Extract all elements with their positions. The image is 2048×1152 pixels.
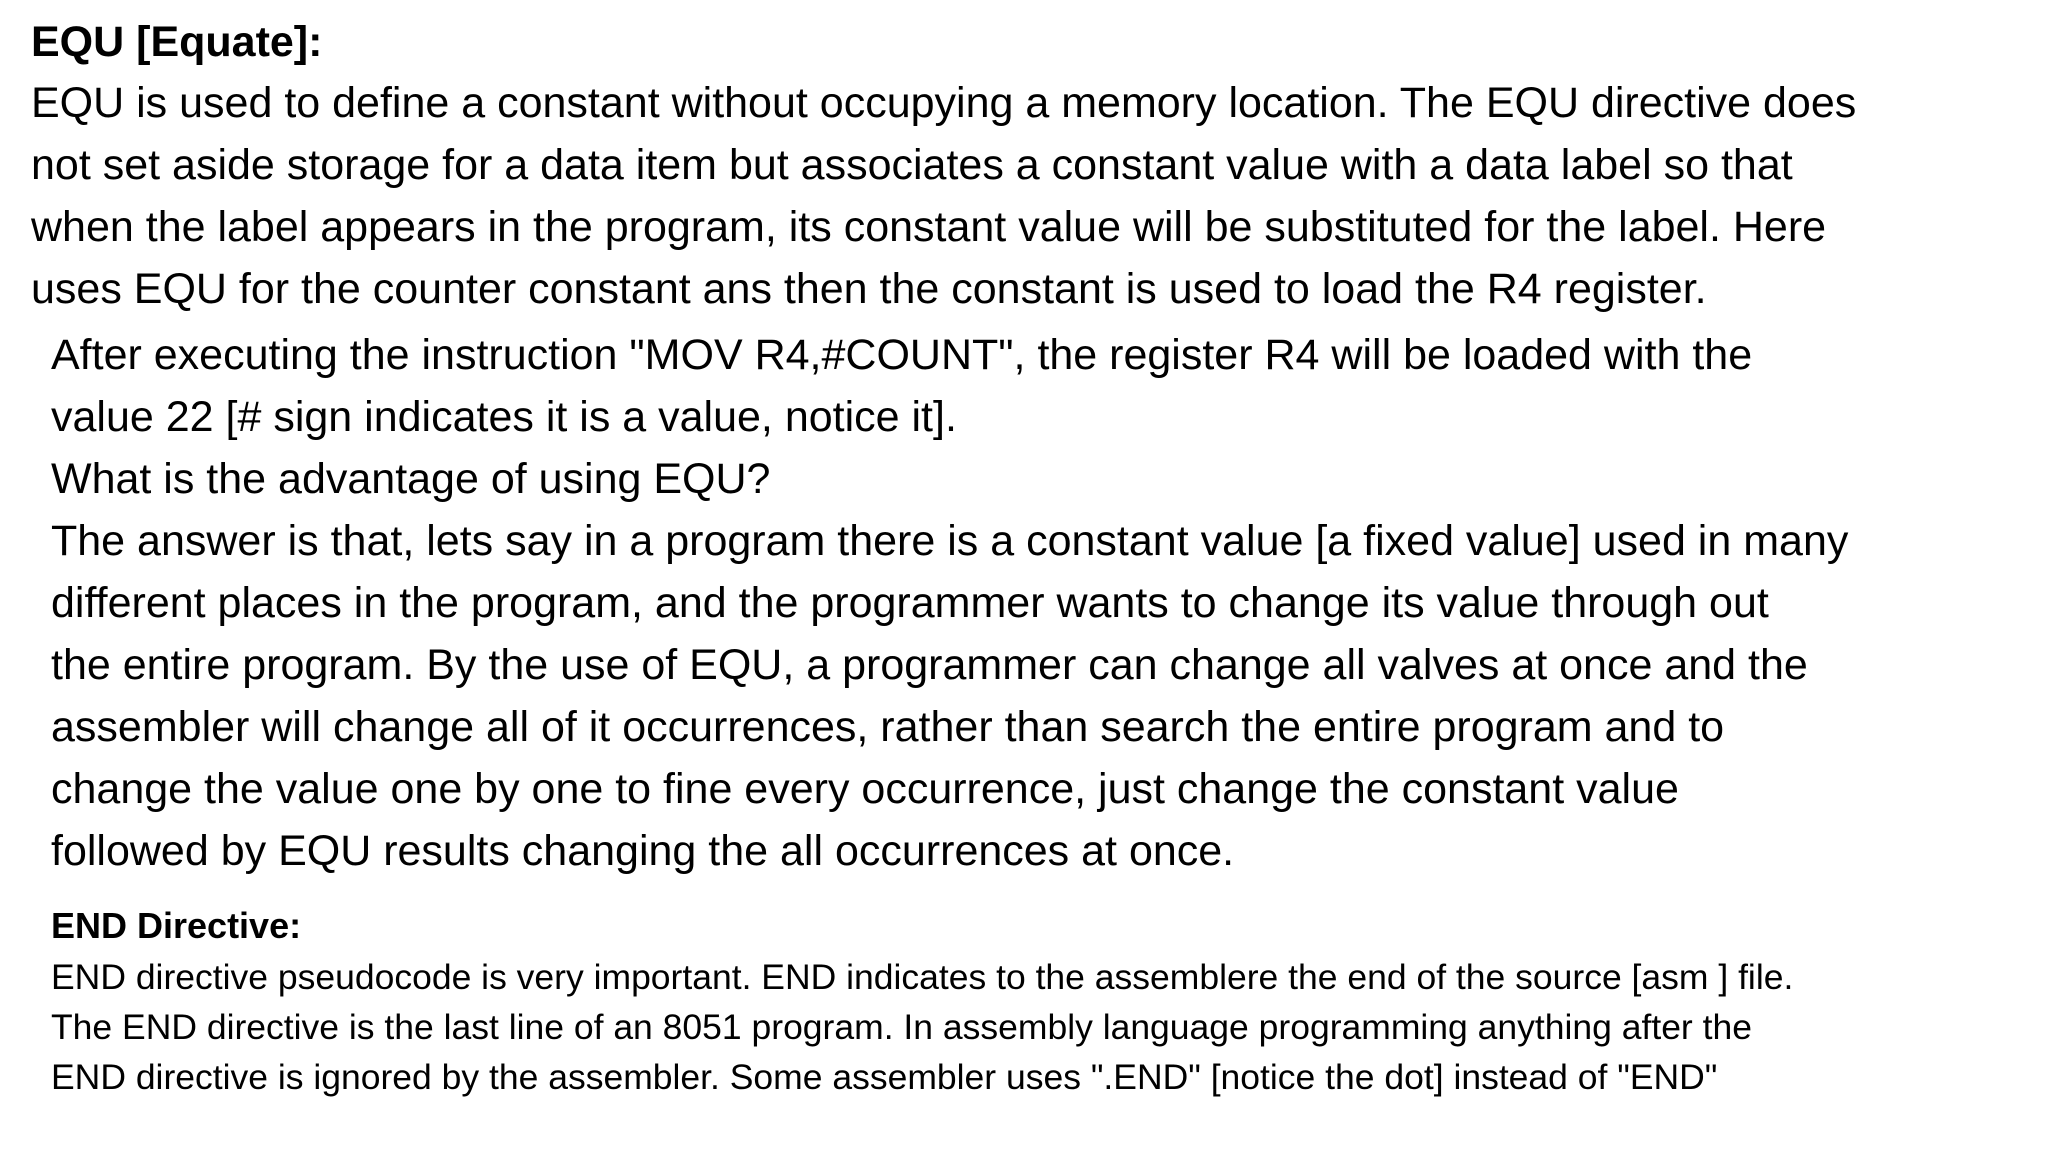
equ-answer-line: change the value one by one to fine every occurrence, just change the constant value	[51, 765, 1679, 813]
end-directive-heading: END Directive:	[51, 905, 302, 946]
equ-answer-line: assembler will change all of it occurrences, rather than search the entire program and to	[51, 703, 1725, 751]
end-directive-section	[51, 900, 2041, 1102]
equ-answer-line: followed by EQU results changing the all occurrences at once.	[51, 827, 1235, 875]
equ-answer-line: different places in the program, and the programmer wants to change its value through out	[51, 579, 1769, 627]
equ-question-text: What is the advantage of using EQU?	[51, 455, 771, 503]
equ-answer	[51, 510, 2041, 882]
equ-after-line: value 22 [# sign indicates it is a value, notice it].	[51, 393, 957, 441]
end-directive-line: The END directive is the last line of an 8051 program. In assembly language programming anything after the	[51, 1007, 1752, 1047]
end-directive-line: END directive is ignored by the assembler. Some assembler uses ".END" [notice the dot] instead of "END"	[51, 1057, 1718, 1097]
equ-answer-line: the entire program. By the use of EQU, a programmer can change all valves at once and the	[51, 641, 1808, 689]
equ-answer-line: The answer is that, lets say in a program there is a constant value [a fixed value] used in many	[51, 517, 1849, 565]
equ-intro-line: when the label appears in the program, its constant value will be substituted for the label. Here	[31, 203, 1827, 251]
equ-question	[51, 448, 2041, 510]
equ-intro-line: not set aside storage for a data item but associates a constant value with a data label so that	[31, 141, 1793, 189]
equ-heading: EQU [Equate]:	[31, 18, 323, 66]
equ-after-execution	[51, 324, 2041, 448]
equ-after-line: After executing the instruction "MOV R4,#COUNT", the register R4 will be loaded with the	[51, 331, 1753, 379]
equ-section	[31, 12, 2031, 320]
equ-intro-line: uses EQU for the counter constant ans then the constant is used to load the R4 register.	[31, 265, 1707, 313]
end-directive-line: END directive pseudocode is very important. END indicates to the assemblere the end of the source [asm ] file.	[51, 957, 1794, 997]
equ-intro-line: EQU is used to define a constant without occupying a memory location. The EQU directive does	[31, 79, 1857, 127]
